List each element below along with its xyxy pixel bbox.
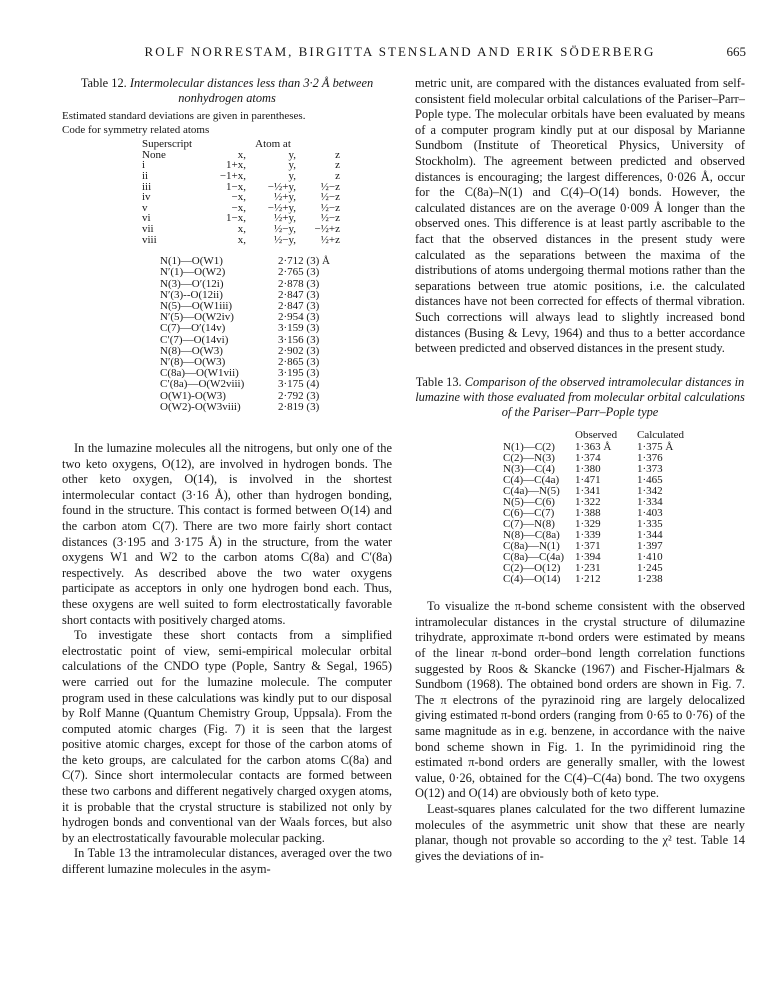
bond-calculated: 1·376: [637, 452, 663, 465]
symmetry-z: ½−z: [320, 201, 340, 214]
bond-observed: 1·339: [575, 529, 601, 542]
symmetry-z: ½−z: [320, 191, 340, 204]
distance-atoms: C(8a)—O(W1vii): [160, 367, 239, 380]
paragraph: To investigate these short contacts from a simplified electrostatic point of view, semi-empirical molecular orbital calculations of the CNDO type (Pople, Santry & Segal, 1965) were carried out for the lumazine molecule. The computer program used in these calculations was kindly put to our disposal by Rolf Manne (Quantum Chemistry Group, Uppsala). From the computed atomic charges (Fig. 7) it is seen that the largest positive atomic charges, except for those of the carbon atoms of the keto groups, are calculated for the carbon atoms C(8a) and C(7). Since short intermolecular contacts are formed between these two carbons and different negatively charged oxygen atoms, it is probable that the crystal structure is stabilized not only by hydrogen bonds and conventional van der Waals forces, but also by an electrostatically favourable molecular packing.: [62, 628, 392, 845]
bond-observed: 1·388: [575, 507, 601, 520]
bond-name: C(8a)—N(1): [503, 540, 560, 553]
symmetry-header-superscript: Superscript: [142, 138, 193, 151]
distance-value: 2·954 (3): [278, 311, 320, 324]
distance-value: 2·847 (3): [278, 288, 320, 301]
page-number: 665: [726, 44, 746, 59]
bond-header-observed: Observed: [575, 429, 618, 442]
bond-name: C(2)—N(3): [503, 452, 555, 465]
bond-observed: 1·322: [575, 496, 601, 509]
bond-calculated: 1·375 Å: [637, 441, 674, 454]
symmetry-x: x,: [237, 233, 246, 246]
distance-value: 3·156 (3): [278, 333, 320, 346]
bond-calculated: 1·403: [637, 507, 663, 520]
table13-title: Comparison of the observed intramolecular distances in lumazine with those evaluated from molecular orbital calculations of the Pariser–Parr–Pople type: [415, 374, 745, 420]
bond-name: N(1)—C(2): [503, 441, 555, 454]
paragraph: To visualize the π-bond scheme consistent with the observed intramolecular distances in the crystal structure of dilumazine trihydrate, approximate π-bond orders were estimated by means of the linear π-bond order–bond length correlation functions suggested by Roos & Skancke (1967) and Fischer-Hjalmars & Sundbom (1968). The obtained bond orders are shown in Fig. 7. The π electrons of the pyrazinoid ring are largely delocalized giving estimated π-bond orders (ranging from 0·65 to 0·76) of the same magnitude as in e.g. benzene, in accordance with the naive bond scheme shown in Fig. 1. In the pyrimidinoid ring the estimated π-bond orders are generally smaller, with the lowest value, 0·26, obtained for the C(4)–C(4a) bond. The two oxygens O(12) and O(14) are obviously both of keto type.: [415, 599, 745, 801]
distance-value: 2·792 (3): [278, 389, 320, 402]
symmetry-y: y,: [288, 170, 296, 182]
bond-observed: 1·374: [575, 452, 601, 465]
bond-calculated: 1·342: [637, 485, 663, 498]
distance-value: 3·159 (3): [278, 322, 320, 335]
bond-name: C(7)—N(8): [503, 518, 555, 531]
distance-atoms: N(5)—O(W1iii): [160, 299, 233, 312]
bond-observed: 1·394: [575, 551, 601, 564]
distance-row: [160, 267, 330, 278]
table12-title: Intermolecular distances less than 3·2 Å between nonhydrogen atoms: [129, 76, 374, 106]
distance-atoms: O(W2)-O(W3viii): [160, 400, 241, 413]
bond-calculated: 1·238: [637, 573, 663, 586]
symmetry-superscript: None: [142, 148, 166, 161]
symmetry-row: [142, 224, 340, 235]
bond-name: N(8)—C(8a): [503, 529, 560, 542]
paragraph: Least-squares planes calculated for the two different lumazine molecules of the asymmetric unit show that these are nearly planar, though not provable so according to the χ² test. Table 14 gives the deviations of in-: [415, 802, 745, 863]
symmetry-z: ½+z: [320, 233, 340, 246]
distance-value: 3·195 (3): [278, 367, 320, 380]
bond-name: N(5)—C(6): [503, 496, 555, 509]
bond-name: C(4)—O(14): [503, 573, 561, 586]
bond-header-calculated: Calculated: [637, 429, 685, 442]
table13-caption: [415, 375, 745, 421]
bond-name: C(2)—O(12): [503, 562, 561, 575]
symmetry-superscript: iv: [142, 191, 151, 204]
symmetry-y: −½+y,: [267, 180, 296, 193]
symmetry-superscript: viii: [142, 233, 157, 246]
distance-atoms: N′(3)--O(12ii): [160, 288, 223, 301]
symmetry-y: y,: [288, 148, 296, 161]
symmetry-z: z: [335, 159, 340, 172]
distance-value: 2·765 (3): [278, 266, 320, 279]
left-body-text: [62, 441, 392, 878]
bond-comparison-table: [503, 430, 684, 585]
symmetry-z: ½−z: [320, 180, 340, 193]
symmetry-z: z: [335, 170, 340, 182]
table12-caption: [62, 76, 392, 106]
bond-name: C(4a)—N(5): [503, 485, 560, 498]
table12-note-symmetry: Code for symmetry related atoms: [62, 123, 210, 136]
bond-calculated: 1·344: [637, 529, 663, 542]
symmetry-header-atom-at: Atom at: [255, 138, 291, 151]
symmetry-row: [142, 235, 340, 246]
bond-name: C(6)—C(7): [503, 507, 555, 520]
symmetry-y: −½+y,: [267, 201, 296, 214]
distance-atoms: N(8)—O(W3): [160, 344, 223, 357]
bond-calculated: 1·465: [637, 474, 663, 487]
distance-row: [160, 379, 330, 390]
symmetry-superscript: vii: [142, 222, 154, 235]
bond-observed: 1·471: [575, 474, 601, 487]
bond-observed: 1·341: [575, 485, 601, 498]
bond-calculated: 1·334: [637, 496, 663, 509]
symmetry-z: z: [335, 148, 340, 161]
distance-atoms: N′(8)—O(W3): [160, 355, 226, 368]
distance-row: [160, 402, 330, 413]
symmetry-superscript: vi: [142, 212, 151, 225]
right-column: [415, 76, 745, 864]
symmetry-superscript: i: [142, 159, 146, 172]
symmetry-x: −x,: [231, 201, 246, 214]
bond-calculated: 1·245: [637, 562, 663, 575]
right-body-text: [415, 599, 745, 864]
table12-label: Table 12.: [80, 76, 127, 90]
distance-value: 2·712 (3) Å: [278, 255, 330, 268]
distance-value: 2·865 (3): [278, 355, 320, 368]
bond-observed: 1·212: [575, 573, 601, 586]
symmetry-x: x,: [237, 148, 246, 161]
distance-atoms: C′(8a)—O(W2viii): [160, 378, 245, 391]
table13-label: Table 13.: [415, 374, 462, 389]
bond-observed: 1·380: [575, 463, 601, 476]
distance-atoms: N′(5)—O(W2iv): [160, 311, 234, 324]
distance-value: 2·902 (3): [278, 344, 320, 357]
bond-observed: 1·371: [575, 540, 601, 553]
symmetry-code-table: [142, 139, 340, 245]
bond-observed: 1·329: [575, 518, 601, 531]
distance-row: [160, 323, 330, 334]
paragraph: In Table 13 the intramolecular distances, averaged over the two different lumazine molecules in the asym-: [62, 846, 392, 877]
symmetry-z: −½+z: [314, 222, 340, 235]
left-column: [62, 76, 392, 878]
distance-table: [160, 256, 330, 413]
distance-value: 2·847 (3): [278, 299, 320, 312]
bond-observed: 1·231: [575, 562, 601, 575]
symmetry-superscript: ii: [142, 170, 149, 182]
symmetry-x: −x,: [231, 191, 246, 204]
running-title: ROLF NORRESTAM, BIRGITTA STENSLAND AND ERIK SÖDERBERG: [144, 44, 656, 59]
bond-observed: 1·363 Å: [575, 441, 612, 454]
distance-atoms: N(3)—O′(12i): [160, 277, 224, 290]
distance-atoms: N(1)—O(W1): [160, 255, 223, 268]
symmetry-x: 1−x,: [226, 212, 246, 225]
bond-name: N(3)—C(4): [503, 463, 555, 476]
distance-value: 2·819 (3): [278, 400, 320, 413]
distance-value: 3·175 (4): [278, 378, 320, 391]
symmetry-x: 1−x,: [226, 180, 246, 193]
bond-calculated: 1·410: [637, 551, 663, 564]
symmetry-superscript: iii: [142, 180, 152, 193]
bond-name: C(4)—C(4a): [503, 474, 560, 487]
distance-atoms: C′(7)—O(14vi): [160, 333, 229, 346]
paragraph-continued: metric unit, are compared with the distances evaluated from self-consistent field molecular orbital calculations of the Pariser–Parr–Pople type. The molecular orbitals have been evaluated by means of a computer program kindly put at our disposal by Marianne Sundbom (Institute of Theoretical Physics, University of Stockholm). The agreement between predicted and observed distances is encouraging; the largest differences, 0·026 Å, occur for the C(8a)–N(1) and C(4)–O(14) bonds. However, the calculated distances are on the average 0·009 Å longer than the observed ones. This difference is at least partly ascribable to the fact that the observed distances in the present study were calculated as the separations between the maxima of the distributions of atoms undergoing thermal motions rather than the separations between true atomic positions, i.e. the calculated distances have not been corrected for effects of thermal vibration. Such corrections will always lead to slightly increased bond distances (Busing & Levy, 1964) and thus to a better accordance between predicted and observed distances in the present study.: [415, 76, 745, 356]
symmetry-y: y,: [288, 159, 296, 172]
bond-row: [503, 574, 684, 585]
distance-atoms: N′(1)—O(W2): [160, 266, 226, 279]
symmetry-y: ½−y,: [274, 222, 296, 235]
paragraph: In the lumazine molecules all the nitrogens, but only one of the two keto oxygens, O(12), are involved in hydrogen bonds. The other keto oxygen, O(14), is involved in the shortest intermolecular contact (3·16 Å), other than hydrogen bonding, found in the structure. This contact is formed between O(14) and the carbon atom C(7). There are two more fairly short contact distances (3·195 and 3·175 Å) in the structure, from the water oxygens W1 and W2 to the carbon atoms C(8a) and C′(8a) respectively. As described above the two water oxygens participate as acceptors in only one hydrogen bond each. Thus, these oxygens are well suited to form electrostatically favorable short contacts with positively charged atoms.: [62, 441, 392, 627]
distance-atoms: O(W1)-O(W3): [160, 389, 226, 402]
symmetry-y: ½+y,: [274, 212, 296, 225]
symmetry-x: −1+x,: [219, 170, 246, 182]
table12-note-esd: Estimated standard deviations are given in parentheses.: [62, 110, 306, 123]
symmetry-y: ½−y,: [274, 233, 296, 246]
symmetry-x: 1+x,: [226, 159, 246, 172]
bond-calculated: 1·397: [637, 540, 663, 553]
symmetry-y: ½+y,: [274, 191, 296, 204]
symmetry-superscript: v: [142, 201, 148, 214]
symmetry-row: [142, 171, 340, 182]
symmetry-z: ½−z: [320, 212, 340, 225]
bond-calculated: 1·335: [637, 518, 663, 531]
distance-atoms: C(7)—O′(14v): [160, 322, 226, 335]
symmetry-x: x,: [237, 222, 246, 235]
bond-name: C(8a)—C(4a): [503, 551, 565, 564]
bond-calculated: 1·373: [637, 463, 663, 476]
distance-value: 2·878 (3): [278, 277, 320, 290]
